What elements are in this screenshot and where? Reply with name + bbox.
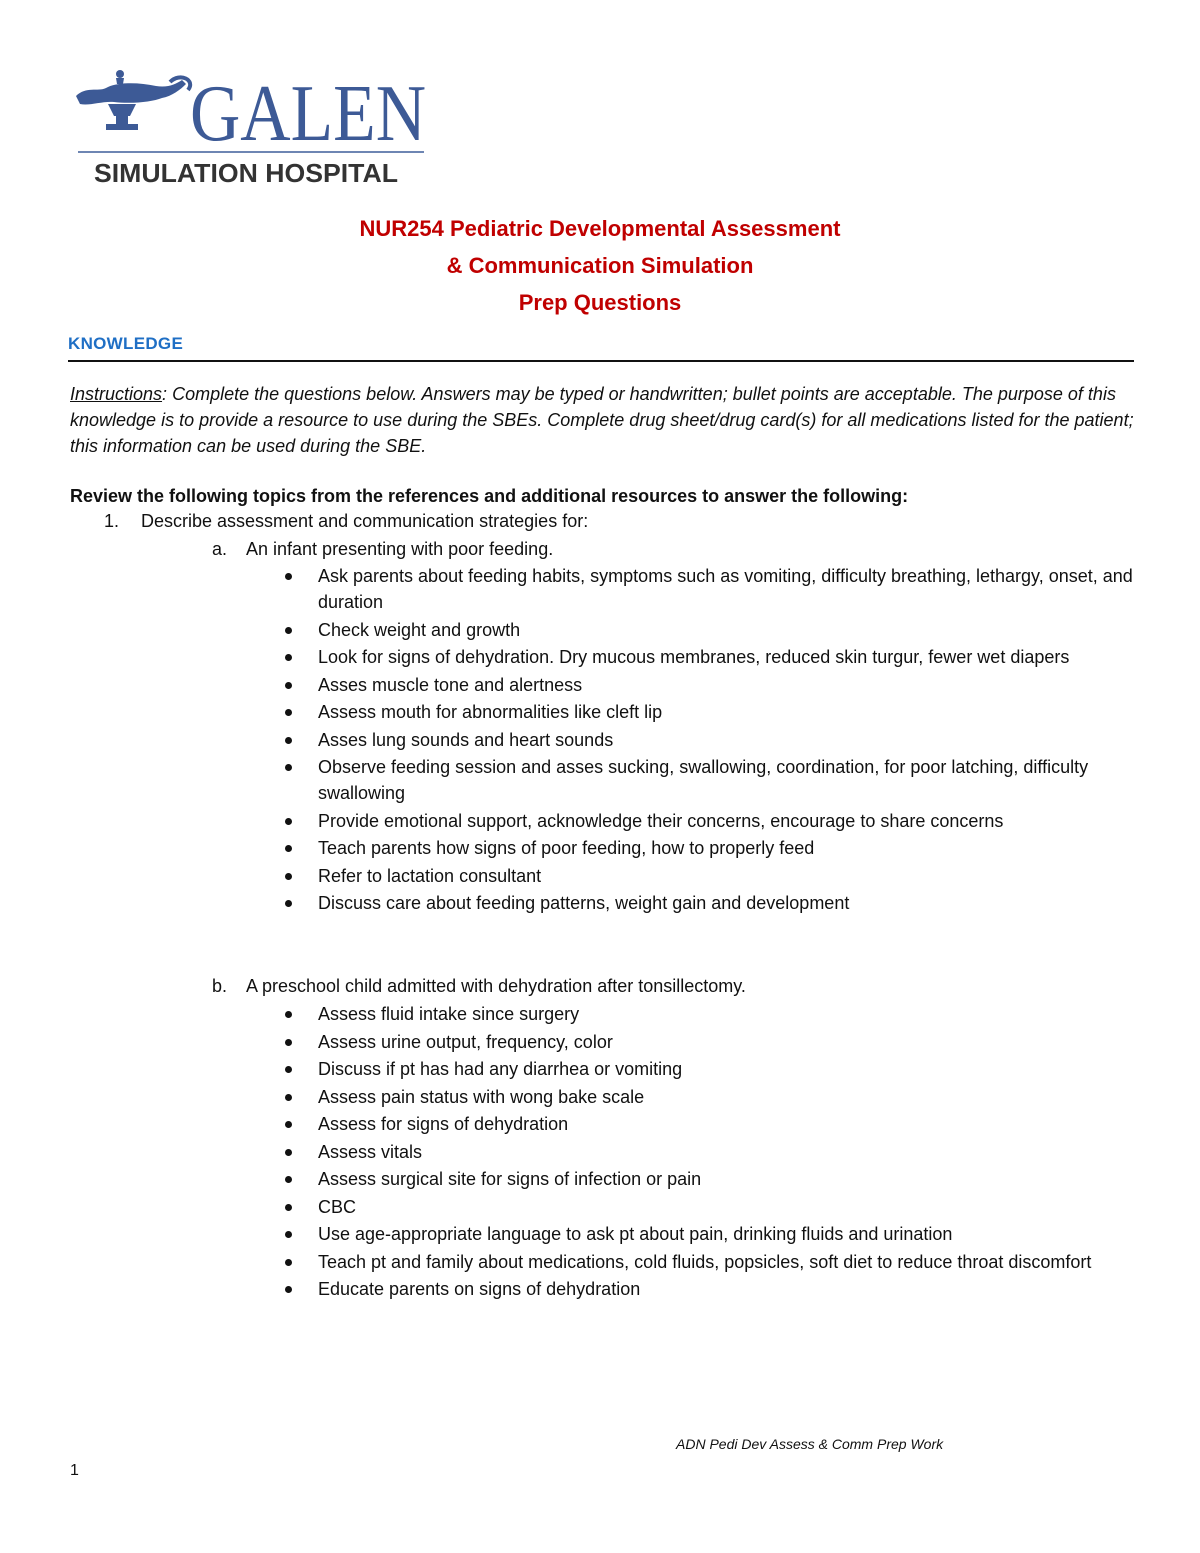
bullet-dot-icon [285, 845, 292, 852]
bullet-item [283, 1084, 1143, 1110]
bullet-dot-icon [285, 709, 292, 716]
bullet-dot-icon [285, 654, 292, 661]
review-heading: Review the following topics from the references and additional resources to answer the following: [70, 486, 909, 506]
bullet-dot-icon [285, 627, 292, 634]
bullet-dot-icon [285, 1204, 292, 1211]
bullet-list-a [283, 563, 1143, 918]
bullet-dot-icon [285, 1149, 292, 1156]
bullet-text: Assess urine output, frequency, color [318, 1031, 613, 1052]
instructions-label: Instructions [70, 384, 163, 404]
bullet-dot-icon [285, 1094, 292, 1101]
bullet-dot-icon [285, 764, 292, 771]
bullet-dot-icon [285, 900, 292, 907]
bullet-item [283, 1029, 1143, 1055]
bullet-item [283, 1221, 1143, 1247]
bullet-item [283, 754, 1143, 806]
bullet-item [283, 890, 1143, 916]
bullet-text: Assess vitals [318, 1141, 423, 1162]
subquestion-b [212, 973, 746, 999]
bullet-item [283, 1001, 1143, 1027]
bullet-item [283, 727, 1143, 753]
footer-text: ADN Pedi Dev Assess & Comm Prep Work [676, 1436, 944, 1452]
bullet-dot-icon [285, 1066, 292, 1073]
bullet-item [283, 1056, 1143, 1082]
bullet-text: Teach pt and family about medications, cold fluids, popsicles, soft diet to reduce throat discomfort [318, 1251, 1092, 1272]
oil-lamp-icon [76, 70, 190, 130]
subquestion-a-text: An infant presenting with poor feeding. [246, 539, 554, 559]
bullet-item [283, 1249, 1143, 1275]
bullet-dot-icon [285, 1011, 292, 1018]
bullet-dot-icon [285, 1121, 292, 1128]
logo-graphic [72, 66, 432, 190]
instructions-colon: : [162, 384, 168, 404]
instructions-paragraph [70, 381, 1140, 459]
logo-wordmark: GALEN [190, 70, 426, 158]
bullet-dot-icon [285, 682, 292, 689]
bullet-dot-icon [285, 737, 292, 744]
bullet-item [283, 672, 1143, 698]
bullet-text: Refer to lactation consultant [318, 865, 542, 886]
question-1-number: 1. [104, 511, 120, 531]
bullet-item [283, 699, 1143, 725]
bullet-dot-icon [285, 873, 292, 880]
bullet-text: Assess mouth for abnormalities like cleft lip [318, 702, 663, 722]
galen-logo [72, 66, 432, 190]
title-line-3: Prep Questions [518, 290, 682, 315]
bullet-item [283, 644, 1143, 670]
document-title [0, 210, 1200, 321]
bullet-dot-icon [285, 1259, 292, 1266]
subquestion-a-label: a. [212, 539, 228, 559]
bullet-item [283, 1194, 1143, 1220]
bullet-text: CBC [318, 1196, 357, 1217]
section-heading-knowledge: KNOWLEDGE [68, 334, 1134, 362]
bullet-item [283, 835, 1143, 861]
page-number: 1 [70, 1462, 79, 1479]
bullet-text: Provide emotional support, acknowledge their concerns, encourage to share concerns [318, 810, 1004, 831]
title-line-2: & Communication Simulation [446, 253, 754, 278]
bullet-dot-icon [285, 818, 292, 825]
bullet-text: Assess pain status with wong bake scale [318, 1086, 645, 1107]
bullet-text: Asses muscle tone and alertness [318, 674, 583, 695]
bullet-dot-icon [285, 1231, 292, 1238]
bullet-item [283, 1276, 1143, 1302]
bullet-text: Asses lung sounds and heart sounds [318, 729, 614, 750]
bullet-text: Assess for signs of dehydration [318, 1114, 569, 1134]
bullet-item [283, 808, 1143, 834]
bullet-text: Teach parents how signs of poor feeding, how to properly feed [318, 838, 815, 858]
question-1-text: Describe assessment and communication strategies for: [141, 511, 589, 531]
title-line-1: NUR254 Pediatric Developmental Assessment [359, 216, 841, 241]
bullet-text: Discuss care about feeding patterns, weight gain and development [318, 893, 850, 913]
bullet-dot-icon [285, 1039, 292, 1046]
bullet-item [283, 1166, 1143, 1192]
subquestion-b-text: A preschool child admitted with dehydration after tonsillectomy. [246, 976, 746, 996]
bullet-item [283, 563, 1143, 615]
logo-subtitle: SIMULATION HOSPITAL [94, 158, 399, 188]
bullet-text: Ask parents about feeding habits, symptoms such as vomiting, difficulty breathing, lethargy, onset, and duration [318, 566, 1133, 612]
bullet-item [283, 1111, 1143, 1137]
question-1 [104, 508, 588, 534]
bullet-text: Educate parents on signs of dehydration [318, 1279, 641, 1299]
bullet-item [283, 1139, 1143, 1165]
bullet-dot-icon [285, 1286, 292, 1293]
bullet-text: Assess surgical site for signs of infection or pain [318, 1169, 702, 1189]
bullet-text: Look for signs of dehydration. Dry mucous membranes, reduced skin turgur, fewer wet diapers [318, 647, 1070, 667]
subquestion-b-label: b. [212, 976, 228, 996]
bullet-text: Observe feeding session and asses sucking, swallowing, coordination, for poor latching, difficulty swallowing [318, 757, 1089, 803]
bullet-text: Check weight and growth [318, 619, 521, 640]
instructions-text: Complete the questions below. Answers may be typed or handwritten; bullet points are acceptable. The purpose of this knowledge is to provide a resource to use during the SBEs. Complete drug sheet/drug card(s) for all medications listed for the patient; this information can be used during the SBE. [70, 384, 1134, 456]
bullet-text: Discuss if pt has had any diarrhea or vomiting [318, 1059, 683, 1079]
subquestion-a [212, 536, 553, 562]
bullet-dot-icon [285, 573, 292, 580]
bullet-text: Assess fluid intake since surgery [318, 1004, 580, 1024]
bullet-dot-icon [285, 1176, 292, 1183]
bullet-item [283, 863, 1143, 889]
bullet-list-b [283, 1001, 1143, 1304]
bullet-text: Use age-appropriate language to ask pt about pain, drinking fluids and urination [318, 1224, 953, 1244]
bullet-item [283, 617, 1143, 643]
